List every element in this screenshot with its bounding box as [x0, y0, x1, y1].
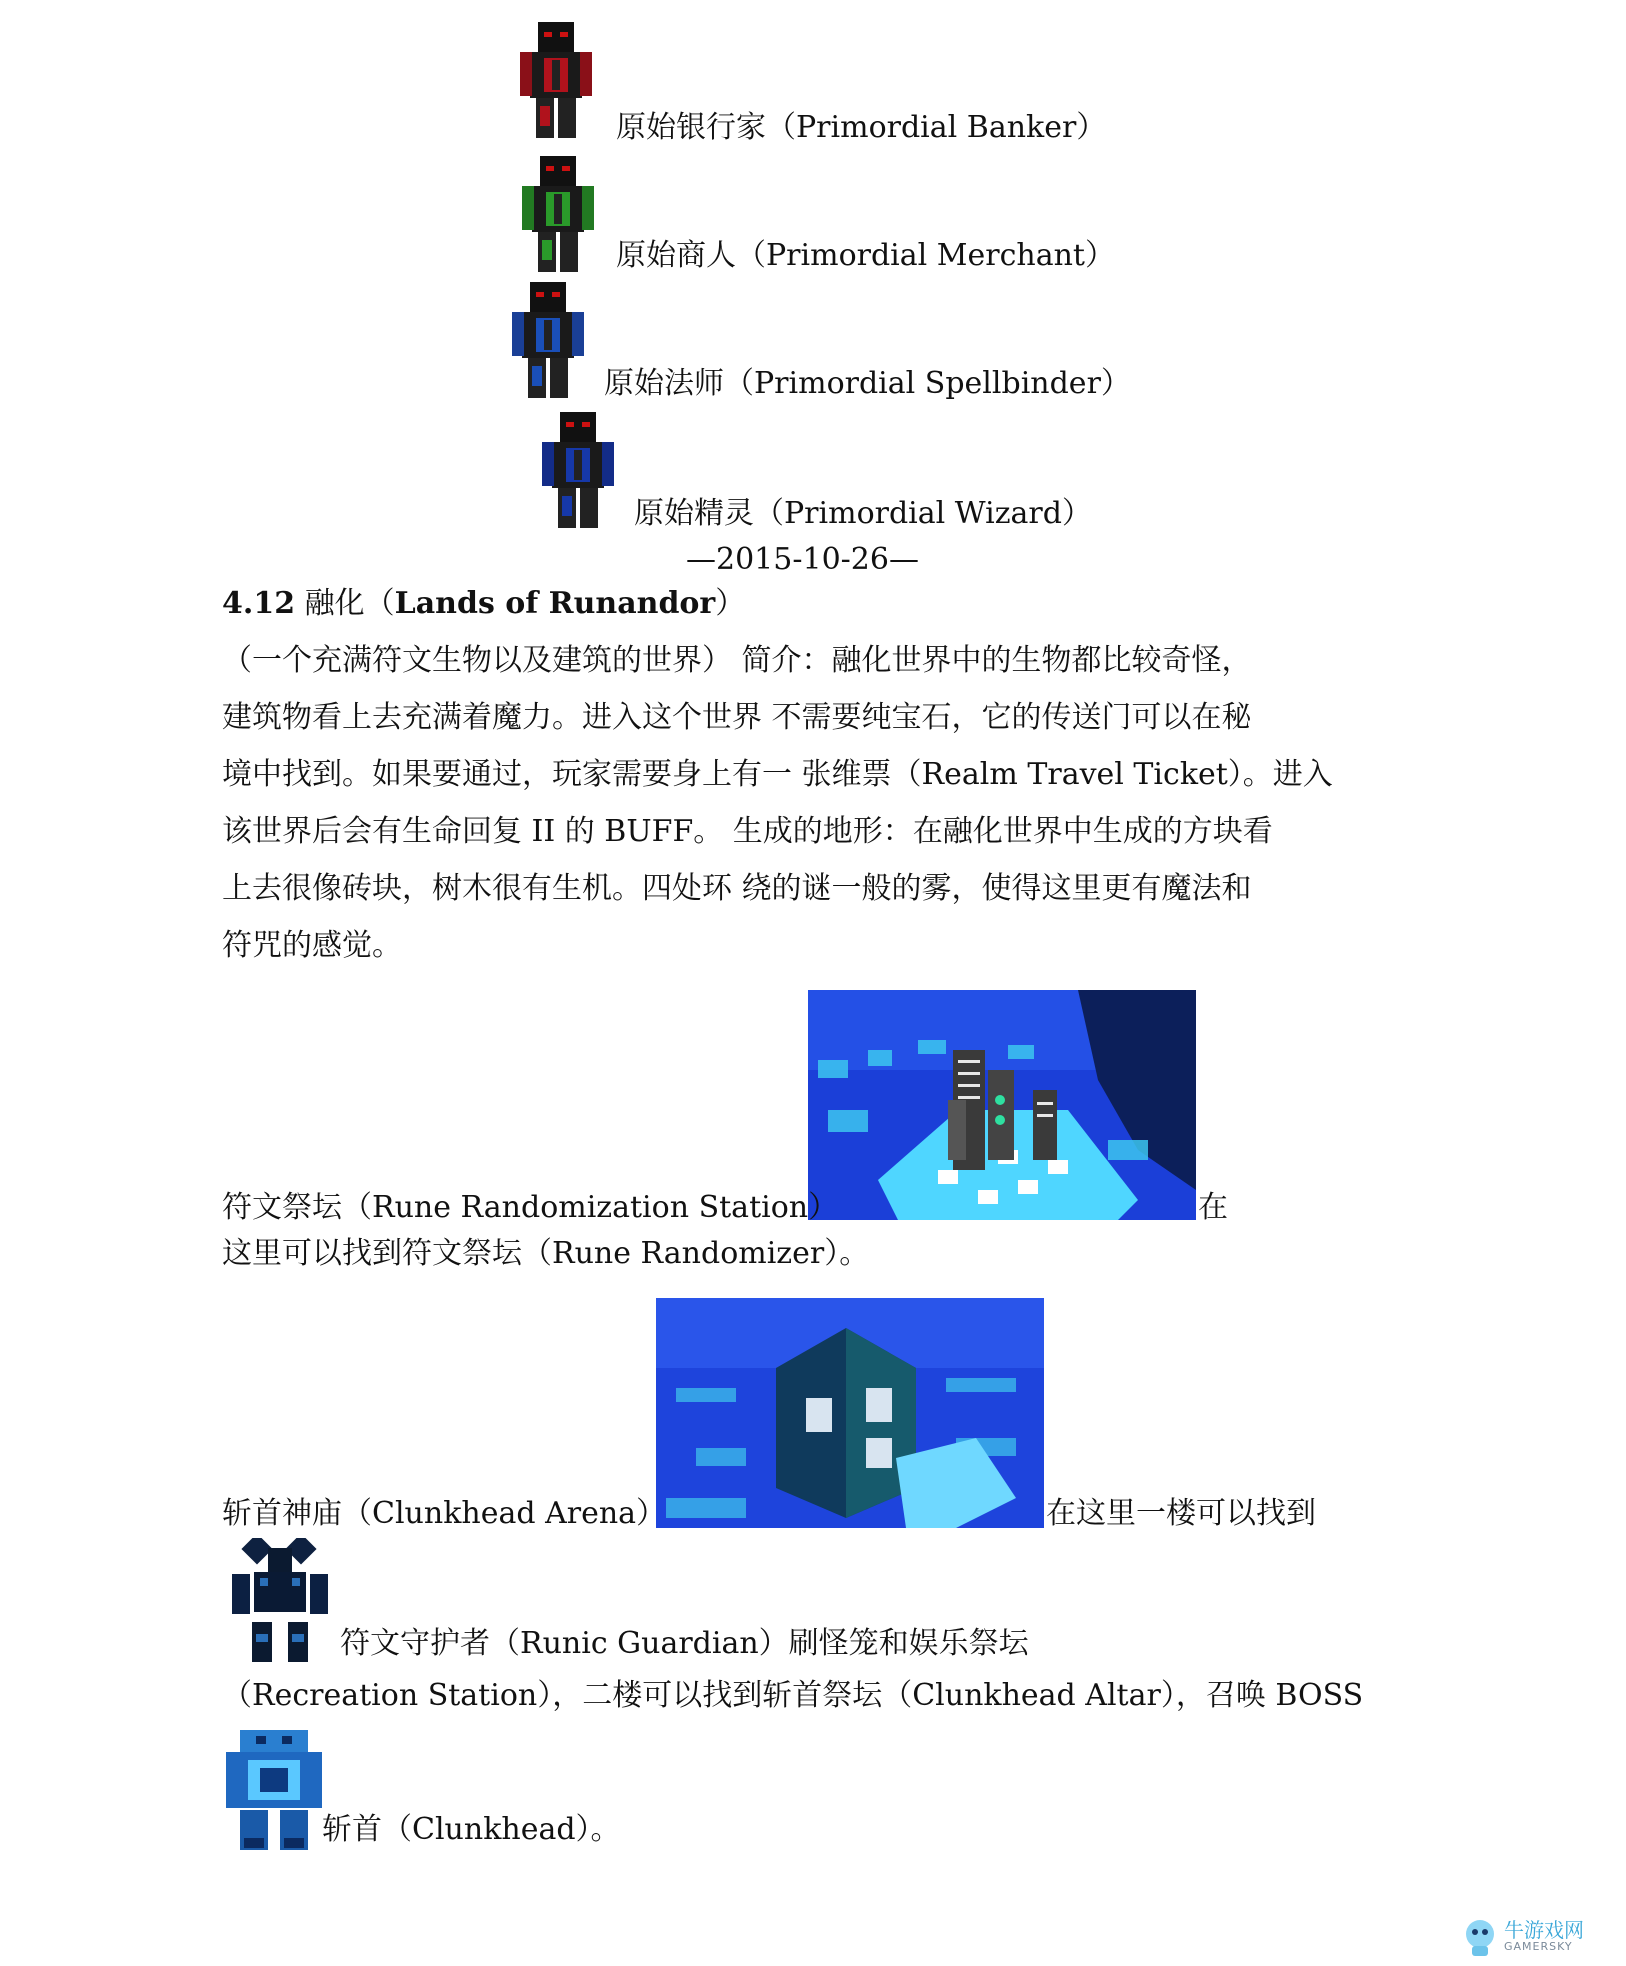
spellbinder-sprite-icon	[512, 282, 584, 400]
arena-screenshot	[656, 1298, 1044, 1528]
rune-station-screenshot	[808, 990, 1196, 1220]
intro-line: 上去很像砖块，树木很有生机。四处环 绕的谜一般的雾，使得这里更有魔法和	[222, 871, 1252, 906]
npc-label-merchant: 原始商人（Primordial Merchant）	[616, 238, 1115, 273]
arena-after: 在这里一楼可以找到	[1046, 1496, 1316, 1531]
npc-label-wizard: 原始精灵（Primordial Wizard）	[634, 496, 1092, 531]
runic-guardian-sprite-icon	[232, 1538, 328, 1662]
merchant-sprite-icon	[522, 156, 594, 274]
rune-station-label: 符文祭坛（Rune Randomization Station）	[222, 1190, 839, 1225]
intro-line: 该世界后会有生命回复 II 的 BUFF。 生成的地形：在融化世界中生成的方块看	[222, 814, 1273, 849]
section-number: 4.12	[222, 586, 296, 621]
section-title-en: Lands of Runandor	[394, 586, 716, 621]
date-line: —2015-10-26—	[686, 542, 919, 577]
arena-label: 斩首神庙（Clunkhead Arena）	[222, 1496, 667, 1531]
banker-sprite-icon	[520, 22, 592, 140]
section-heading	[222, 586, 745, 622]
clunkhead-sprite-icon	[226, 1730, 322, 1850]
section-title-cn: 融化（	[304, 586, 395, 621]
watermark-cn: 牛游戏网	[1504, 1918, 1584, 1942]
mascot-icon	[1458, 1914, 1502, 1958]
intro-paragraph	[222, 632, 1412, 974]
intro-line: （一个充满符文生物以及建筑的世界） 简介：融化世界中的生物都比较奇怪，	[222, 643, 1252, 678]
rune-station-line2: 这里可以找到符文祭坛（Rune Randomizer）。	[222, 1236, 870, 1271]
watermark	[1458, 1914, 1608, 1958]
intro-line: 建筑物看上去充满着魔力。进入这个世界 不需要纯宝石，它的传送门可以在秘	[222, 700, 1252, 735]
section-title-close: ）	[715, 586, 746, 621]
boss-line: 斩首（Clunkhead）。	[322, 1812, 621, 1847]
intro-line: 符咒的感觉。	[222, 928, 402, 963]
npc-label-spellbinder: 原始法师（Primordial Spellbinder）	[604, 366, 1131, 401]
watermark-en: GAMERSKY	[1504, 1940, 1573, 1953]
intro-line: 境中找到。如果要通过，玩家需要身上有一 张维票（Realm Travel Ticket）。进入	[222, 757, 1333, 792]
rune-station-after: 在	[1198, 1190, 1228, 1225]
guardian-line: 符文守护者（Runic Guardian）刷怪笼和娱乐祭坛	[340, 1626, 1029, 1661]
recreation-line: （Recreation Station），二楼可以找到斩首祭坛（Clunkhead Altar），召唤 BOSS	[222, 1678, 1364, 1713]
wizard-sprite-icon	[542, 412, 614, 530]
npc-label-banker: 原始银行家（Primordial Banker）	[616, 110, 1107, 145]
